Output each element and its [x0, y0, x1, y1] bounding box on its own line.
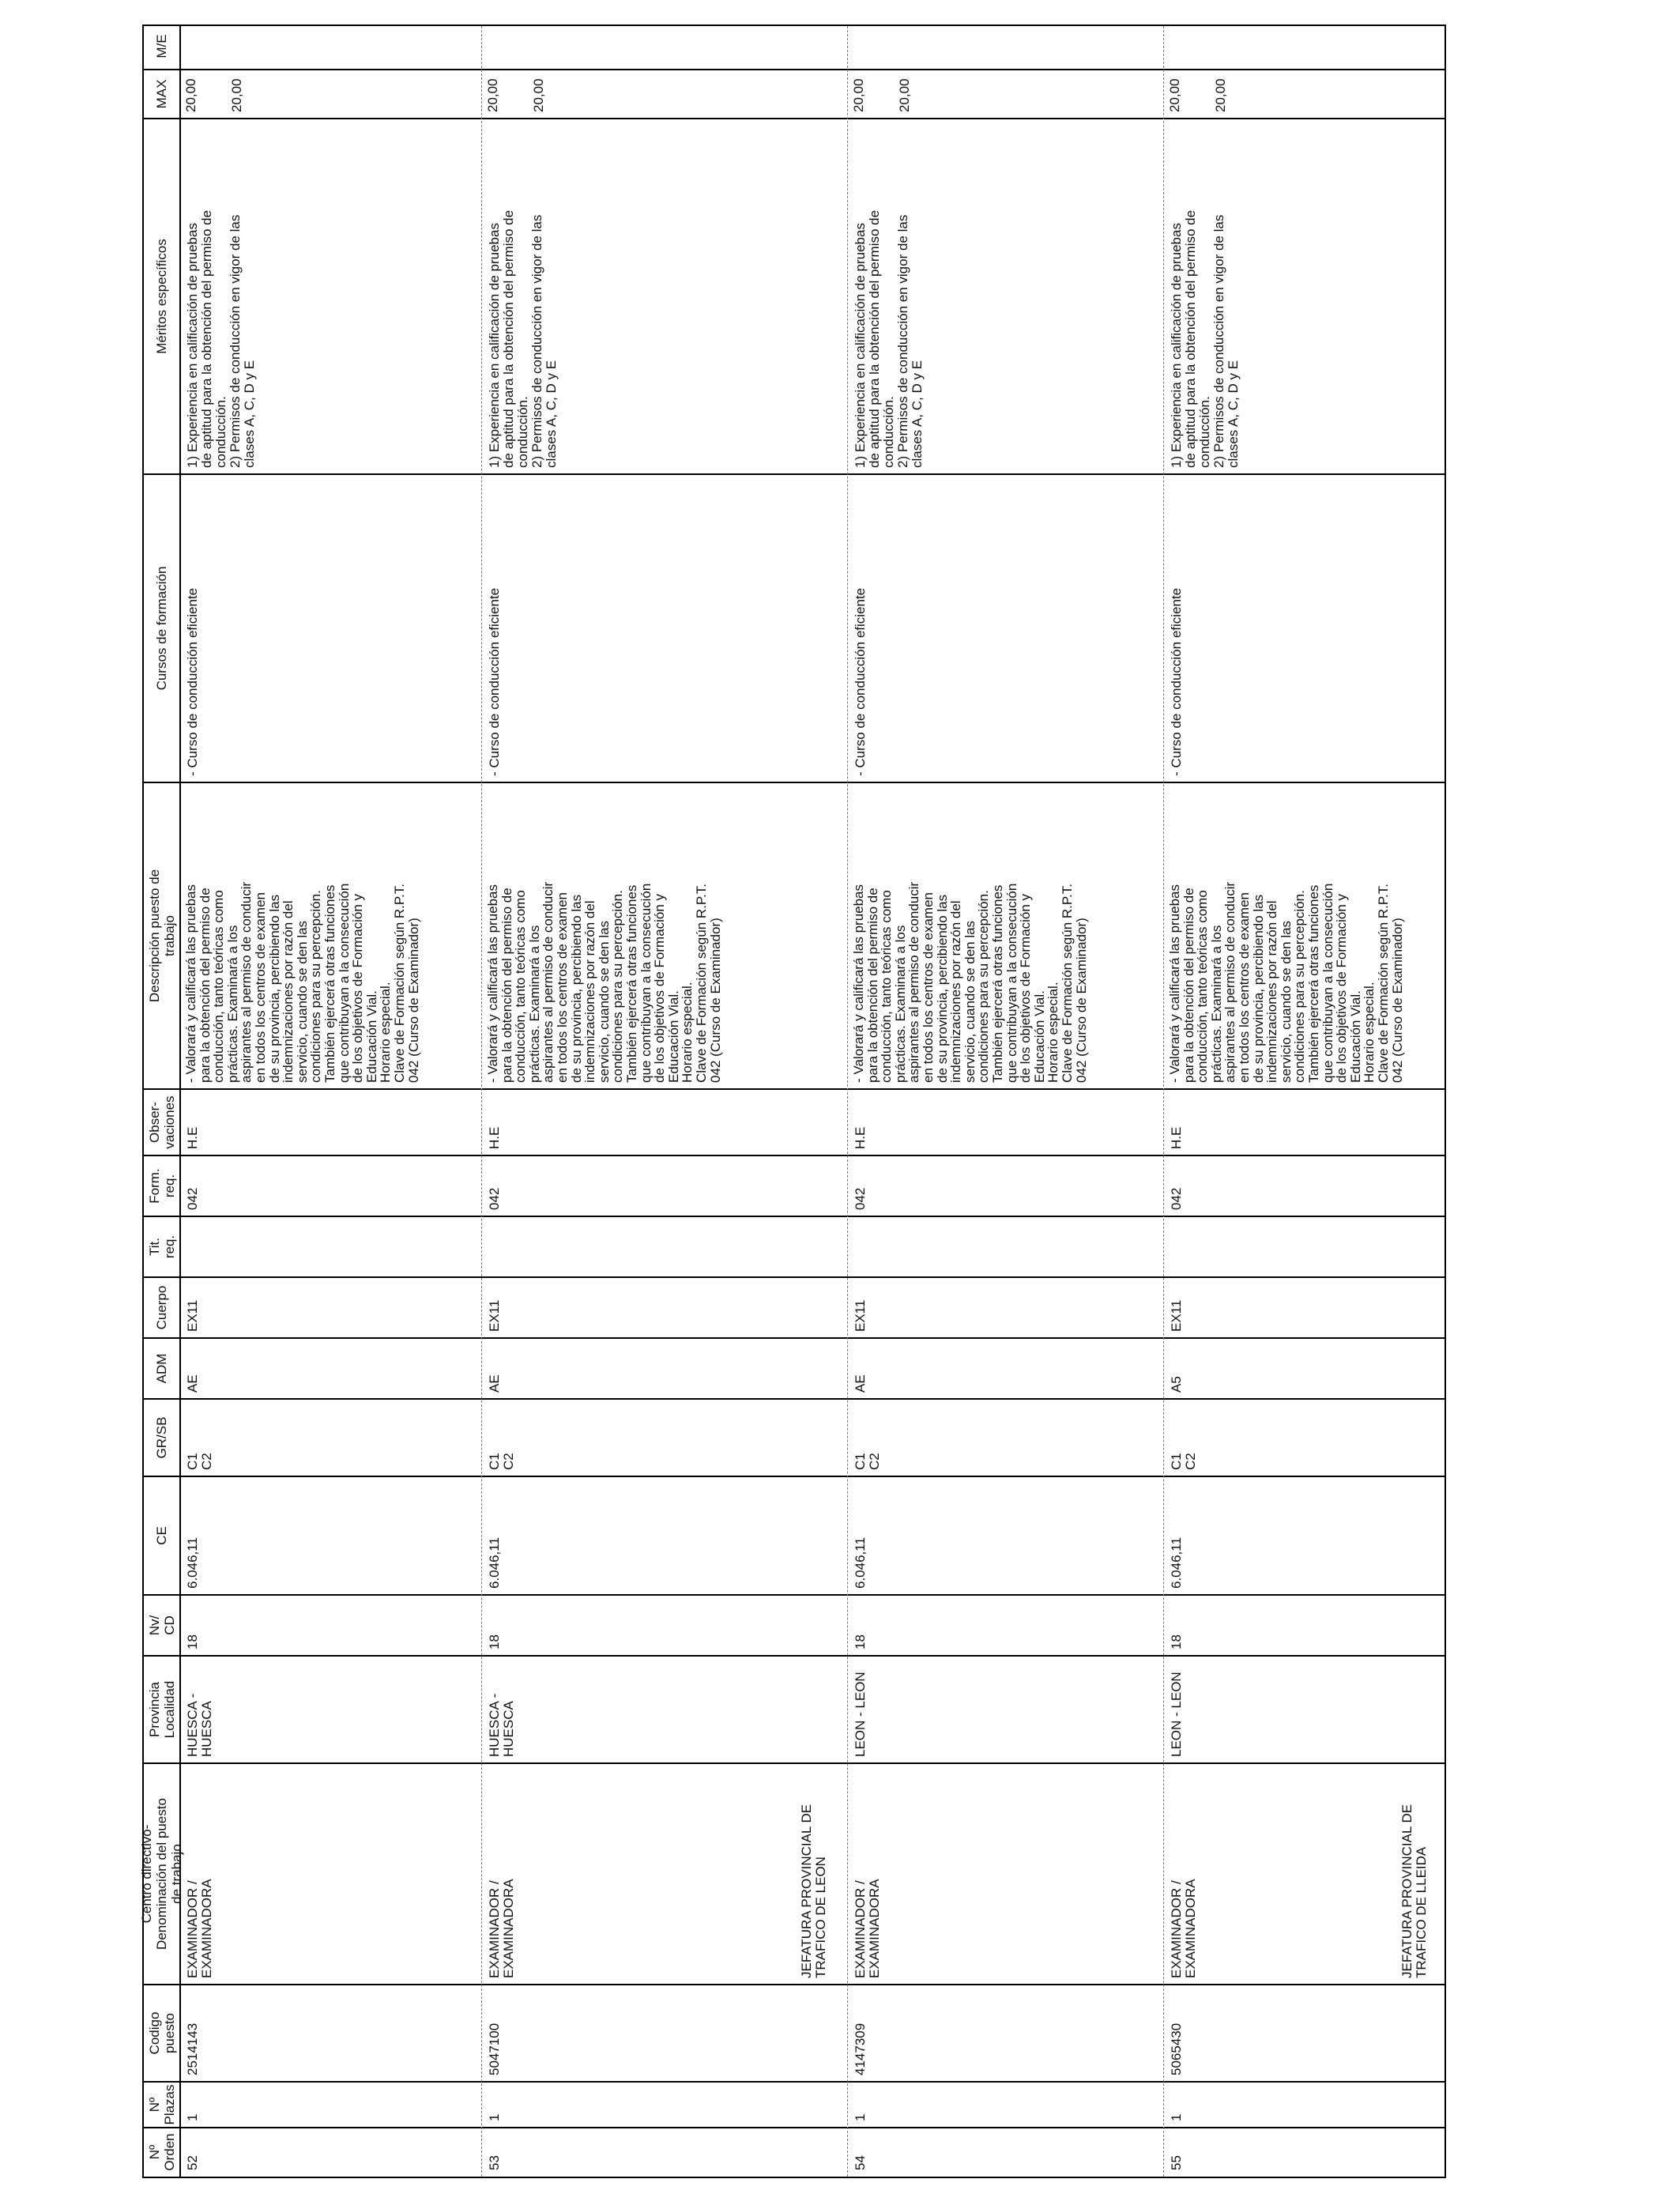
cell-centro: EXAMINADOR / EXAMINADORA — [853, 1879, 882, 1978]
cell-meritos: 1) Experiencia en calificación de pruebas de aptitud para la obtención del permiso de conducción. 2) Permisos de conducción en vigor de las clases A, C, D y E — [1169, 209, 1241, 468]
cell-grsb: C1 C2 — [487, 1453, 516, 1470]
cell-cuerpo: EX11 — [1169, 1299, 1184, 1332]
center-directivo-label: JEFATURA PROVINCIAL DE TRAFICO DE LLEIDA — [1399, 1804, 1429, 1978]
header-grsb: GR/SB — [154, 1416, 169, 1459]
cell-obs: H.E — [487, 1126, 502, 1149]
cell-max-2: 20,00 — [1213, 78, 1228, 112]
cell-codigo: 4147309 — [853, 2022, 868, 2075]
header-nv: Nv/ CD — [146, 1615, 177, 1636]
cell-nv: 18 — [487, 1634, 502, 1649]
cell-meritos: 1) Experiencia en calificación de pruebas de aptitud para la obtención del permiso de conducción. 2) Permisos de conducción en vigor de las clases A, C, D y E — [185, 209, 257, 468]
cell-desc: - Valorará y calificará las pruebas para la obtención del permiso de conducción, tanto teóricas como prácticas. Examinará a los aspirantes al permiso de conducir en todos los centros de examen de su provincia, percibiendo las indemnizaciones por razón del servicio, cuando se den las condiciones para su percepción. También ejercerá otras funciones que contribuyan a la consecución de los objetivos de Formación y Educación Vial. Horario especial. Clave de Formación según R.P.T. 042 (Curso de Examinador) — [851, 881, 1089, 1083]
center-directivo-label: JEFATURA PROVINCIAL DE TRAFICO DE LEON — [799, 1804, 828, 1978]
cell-cuerpo: EX11 — [853, 1299, 868, 1332]
header-tit: Tit. req. — [146, 1235, 177, 1259]
cell-desc: - Valorará y calificará las pruebas para la obtención del permiso de conducción, tanto teóricas como prácticas. Examinará a los aspirantes al permiso de conducir en todos los centros de examen de su provincia, percibiendo las indemnizaciones por razón del servicio, cuando se den las condiciones para su percepción. También ejercerá otras funciones que contribuyan a la consecución de los objetivos de Formación y Educación Vial. Horario especial. Clave de Formación según R.P.T. 042 (Curso de Examinador) — [485, 881, 723, 1083]
cell-centro: EXAMINADOR / EXAMINADORA — [185, 1879, 214, 1978]
cell-cursos: - Curso de conducción eficiente — [853, 587, 868, 776]
cell-centro: EXAMINADOR / EXAMINADORA — [1169, 1879, 1198, 1978]
cell-obs: H.E — [185, 1126, 200, 1149]
cell-grsb: C1 C2 — [185, 1453, 214, 1470]
cell-orden: 53 — [487, 2155, 502, 2170]
cell-max-2: 20,00 — [897, 78, 912, 112]
cell-tit — [179, 1216, 481, 1277]
header-desc: Descripción puesto de trabajo — [146, 869, 177, 1003]
cell-orden: 55 — [1169, 2155, 1184, 2170]
cell-plazas: 1 — [487, 2113, 502, 2121]
cell-provincia: HUESCA - HUESCA — [487, 1693, 516, 1757]
cell-cursos: - Curso de conducción eficiente — [185, 587, 200, 776]
cell-nv: 18 — [1169, 1634, 1184, 1649]
cell-max-2: 20,00 — [531, 78, 546, 112]
cell-tit — [847, 1216, 1163, 1277]
cell-plazas: 1 — [1169, 2113, 1184, 2121]
header-plazas: Nº Plazas — [146, 2084, 177, 2125]
cell-tit — [1163, 1216, 1448, 1277]
cell-tit — [481, 1216, 847, 1277]
header-provincia: Provincia Localidad — [146, 1680, 177, 1739]
cell-max-1: 20,00 — [1167, 78, 1182, 112]
cell-desc: - Valorará y calificará las pruebas para la obtención del permiso de conducción, tanto teóricas como prácticas. Examinará a los aspirantes al permiso de conducir en todos los centros de examen de su provincia, percibiendo las indemnizaciones por razón del servicio, cuando se den las condiciones para su percepción. También ejercerá otras funciones que contribuyan a la consecución de los objetivos de Formación y Educación Vial. Horario especial. Clave de Formación según R.P.T. 042 (Curso de Examinador) — [1167, 881, 1405, 1083]
cell-codigo: 5047100 — [487, 2022, 502, 2075]
cell-form: 042 — [1169, 1187, 1184, 1210]
cell-cuerpo: EX11 — [185, 1299, 200, 1332]
cell-obs: H.E — [853, 1126, 868, 1149]
cell-form: 042 — [853, 1187, 868, 1210]
header-cursos: Cursos de formación — [154, 566, 169, 691]
cell-provincia: LEON - LEON — [1169, 1672, 1184, 1757]
cell-cursos: - Curso de conducción eficiente — [487, 587, 502, 776]
cell-ce: 6.046,11 — [185, 1537, 200, 1589]
header-max: MAX — [154, 79, 169, 109]
cell-nv: 18 — [853, 1634, 868, 1649]
cell-me — [847, 23, 1163, 70]
cell-form: 042 — [487, 1187, 502, 1210]
cell-me — [179, 23, 481, 70]
header-form: Form. req. — [146, 1168, 177, 1204]
cell-max-1: 20,00 — [485, 78, 500, 112]
cell-centro: EXAMINADOR / EXAMINADORA — [487, 1879, 516, 1978]
cell-form: 042 — [185, 1187, 200, 1210]
cell-desc: - Valorará y calificará las pruebas para la obtención del permiso de conducción, tanto teóricas como prácticas. Examinará a los aspirantes al permiso de conducir en todos los centros de examen de su provincia, percibiendo las indemnizaciones por razón del servicio, cuando se den las condiciones para su percepción. También ejercerá otras funciones que contribuyan a la consecución de los objetivos de Formación y Educación Vial. Horario especial. Clave de Formación según R.P.T. 042 (Curso de Examinador) — [183, 881, 421, 1083]
header-meritos: Méritos específicos — [154, 239, 169, 354]
cell-meritos: 1) Experiencia en calificación de pruebas de aptitud para la obtención del permiso de conducción. 2) Permisos de conducción en vigor de las clases A, C, D y E — [487, 209, 559, 468]
header-obs: Obser- vaciones — [146, 1095, 177, 1149]
cell-codigo: 5065430 — [1169, 2022, 1184, 2075]
header-orden: Nº Orden — [146, 2133, 177, 2171]
cell-grsb: C1 C2 — [1169, 1453, 1198, 1470]
header-me: M/E — [154, 34, 169, 58]
cell-ce: 6.046,11 — [853, 1537, 868, 1589]
cell-cuerpo: EX11 — [487, 1299, 502, 1332]
job-positions-table — [139, 25, 1446, 2178]
cell-meritos: 1) Experiencia en calificación de pruebas de aptitud para la obtención del permiso de conducción. 2) Permisos de conducción en vigor de las clases A, C, D y E — [853, 209, 925, 468]
cell-obs: H.E — [1169, 1126, 1184, 1149]
cell-codigo: 2514143 — [185, 2022, 200, 2075]
cell-orden: 54 — [853, 2155, 868, 2170]
cell-grsb: C1 C2 — [853, 1453, 882, 1470]
cell-adm: A5 — [1169, 1376, 1184, 1393]
header-centro: Centro directivo- Denominación del puesto de trabajo — [139, 1798, 184, 1950]
cell-provincia: HUESCA - HUESCA — [185, 1693, 214, 1757]
header-cuerpo: Cuerpo — [154, 1285, 169, 1330]
cell-adm: AE — [853, 1374, 868, 1393]
cell-plazas: 1 — [185, 2113, 200, 2121]
cell-ce: 6.046,11 — [487, 1537, 502, 1589]
cell-ce: 6.046,11 — [1169, 1537, 1184, 1589]
cell-max-2: 20,00 — [229, 78, 244, 112]
cell-me — [1163, 23, 1448, 70]
header-codigo: Codigo puesto — [146, 2011, 177, 2055]
cell-cursos: - Curso de conducción eficiente — [1169, 587, 1184, 776]
header-adm: ADM — [154, 1353, 169, 1384]
cell-orden: 52 — [185, 2155, 200, 2170]
cell-provincia: LEON - LEON — [853, 1672, 868, 1757]
cell-adm: AE — [185, 1374, 200, 1393]
header-ce: CE — [154, 1526, 169, 1545]
cell-plazas: 1 — [853, 2113, 868, 2121]
cell-nv: 18 — [185, 1634, 200, 1649]
cell-max-1: 20,00 — [183, 78, 198, 112]
cell-me — [481, 23, 847, 70]
cell-max-1: 20,00 — [851, 78, 866, 112]
cell-adm: AE — [487, 1374, 502, 1393]
